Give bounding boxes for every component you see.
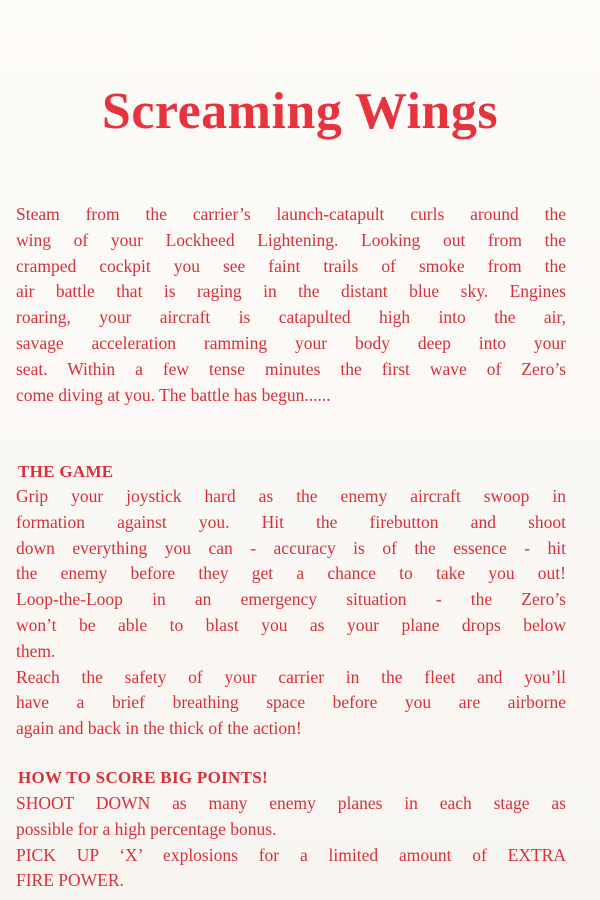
intro-line: roaring, your aircraft is catapulted high into the air, (16, 307, 566, 328)
intro-line: wing of your Lockheed Lightening. Looking out from the (16, 229, 566, 250)
section-heading-game: THE GAME (18, 462, 114, 481)
intro-line: savage acceleration ramming your body deep into your (16, 332, 566, 353)
game-line: down everything you can - accuracy is of the essence - hit (16, 537, 566, 558)
game-line: again and back in the thick of the action! (16, 718, 302, 739)
game-line: formation against you. Hit the firebutton and shoot (16, 511, 566, 532)
intro-line: cramped cockpit you see faint trails of smoke from the (16, 255, 566, 276)
intro-line: come diving at you. The battle has begun...... (16, 384, 331, 405)
intro-paragraph (16, 202, 566, 408)
game-line: Loop-the-Loop in an emergency situation - the Zero’s (16, 589, 566, 610)
game-line: the enemy before they get a chance to take you out! (16, 563, 566, 584)
game-line: Grip your joystick hard as the enemy aircraft swoop in (16, 486, 566, 506)
game-line: them. (16, 640, 56, 661)
score-line: PICK UP ‘X’ explosions for a limited amount of EXTRA (16, 844, 566, 865)
score-line: FIRE POWER. (16, 870, 124, 891)
intro-line: seat. Within a few tense minutes the first wave of Zero’s (16, 358, 566, 379)
score-line: SHOOT DOWN as many enemy planes in each stage as (16, 793, 566, 813)
section-heading-score: HOW TO SCORE BIG POINTS! (18, 768, 268, 787)
intro-line: Steam from the carrier’s launch-catapult curls around the (16, 204, 566, 224)
page-title: Screaming Wings (101, 83, 499, 140)
intro-line: air battle that is raging in the distant blue sky. Engines (16, 281, 566, 302)
game-line: Reach the safety of your carrier in the fleet and you’ll (16, 666, 566, 687)
game-line: have a brief breathing space before you are airborne (16, 692, 566, 713)
game-section (16, 484, 566, 742)
game-line: won’t be able to blast you as your plane drops below (16, 614, 566, 635)
score-section (16, 791, 566, 894)
score-line: possible for a high percentage bonus. (16, 818, 277, 839)
